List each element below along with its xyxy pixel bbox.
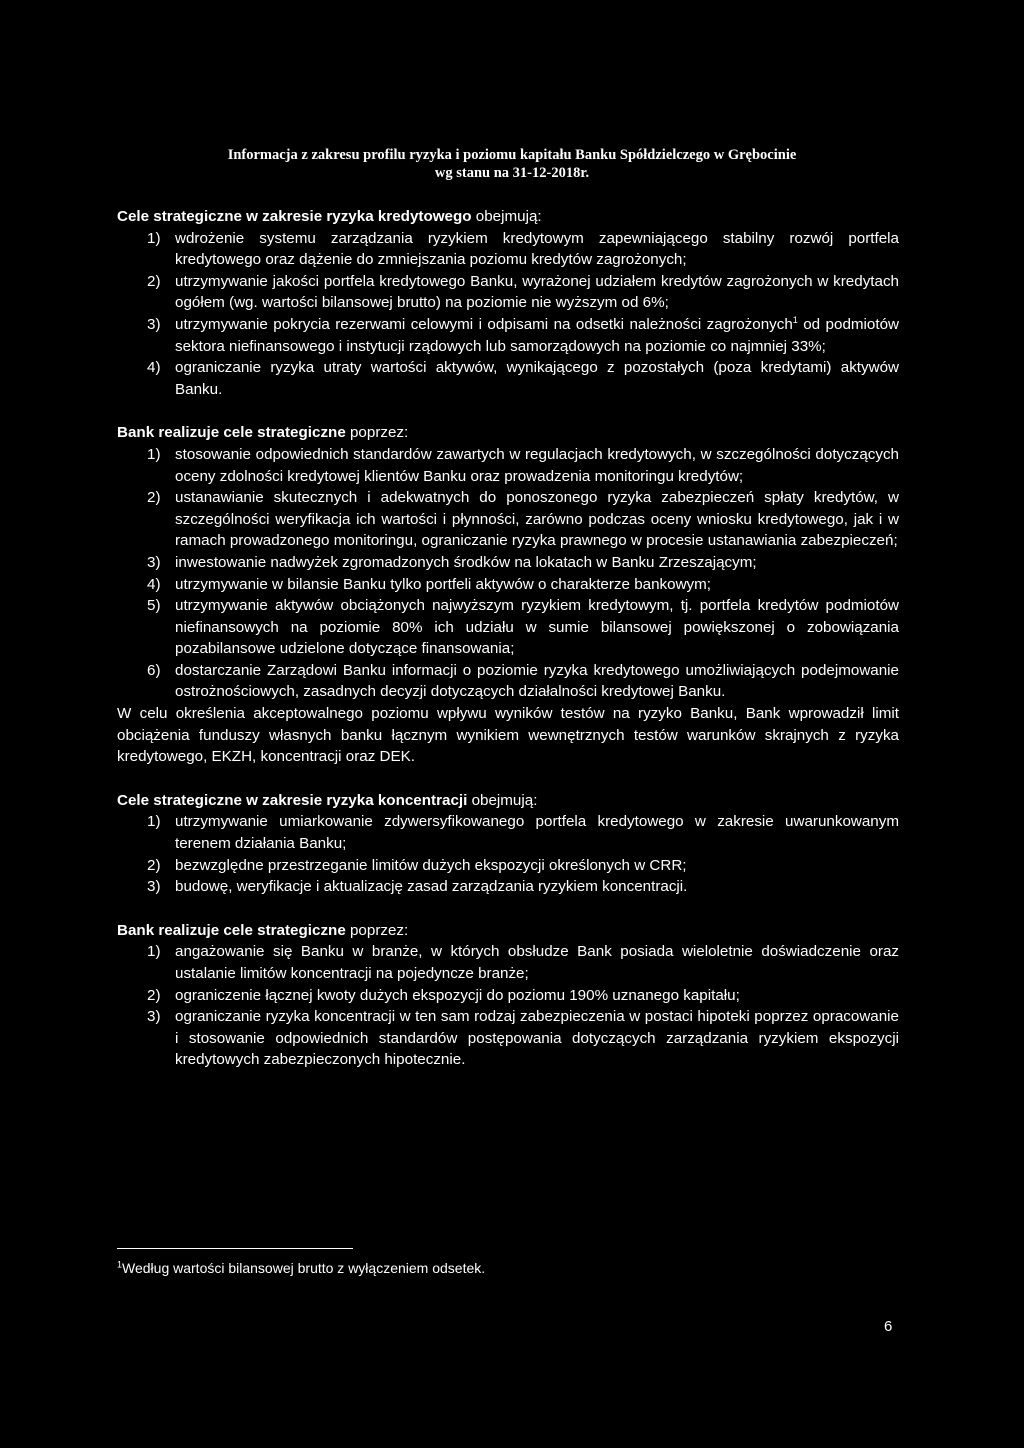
item-text: bezwzględne przestrzeganie limitów dużych ekspozycji określonych w CRR; xyxy=(175,856,687,874)
item-number: 3) xyxy=(147,553,161,571)
item-text: inwestowanie nadwyżek zgromadzonych środków na lokatach w Banku Zrzeszającym; xyxy=(175,553,757,571)
item-number: 1) xyxy=(147,229,161,247)
list-item xyxy=(117,811,899,854)
item-number: 1) xyxy=(147,813,161,831)
item-text: angażowanie się Banku w branże, w których obsłudze Bank posiada wieloletnie doświadczenie oraz ustalanie limitów koncentracji na pojedyncze branże; xyxy=(175,943,899,982)
item-number: 2) xyxy=(147,489,161,507)
list-item xyxy=(117,552,899,574)
goal-list xyxy=(117,811,899,897)
section-intro-bold: Cele strategiczne w zakresie ryzyka kredytowego xyxy=(117,208,472,225)
item-text: utrzymywanie umiarkowanie zdywersyfikowanego portfela kredytowego w zakresie uwarunkowanym terenem działania Banku; xyxy=(175,813,899,853)
section-intro-rest: poprzez: xyxy=(345,921,409,939)
means-list xyxy=(117,941,899,1071)
item-text: utrzymywanie w bilansie Banku tylko portfeli aktywów o charakterze bankowym; xyxy=(175,575,712,593)
item-text-continued: od podmiotów sektora niefinansowego i instytucji rządowych lub samorządowych na poziomie co najmniej 33%; xyxy=(175,315,899,355)
header-title: Informacja z zakresu profilu ryzyka i poziomu kapitału Banku Spółdzielczego w Grębocinie xyxy=(227,147,797,163)
section-intro xyxy=(117,422,899,444)
header-date: wg stanu na 31-12-2018r. xyxy=(434,165,590,181)
item-text: ograniczanie ryzyka koncentracji w ten sam rodzaj zabezpieczenia w postaci hipoteki poprzez opracowanie i stosowanie odpowiednich standardów postępowania dotyczących zarządzania ryzykiem ekspozycji kredytowych zabezpieczonych hipotecznie. xyxy=(175,1008,899,1069)
goal-list xyxy=(117,228,899,401)
section-intro xyxy=(117,206,899,228)
section-concentration-risk-means xyxy=(117,920,899,1071)
item-number: 4) xyxy=(147,359,161,377)
section-intro-rest: poprzez: xyxy=(345,424,409,442)
document-header xyxy=(0,146,1024,182)
list-item xyxy=(117,985,899,1007)
item-number: 3) xyxy=(147,1008,161,1026)
list-item xyxy=(117,444,899,487)
section-intro xyxy=(117,790,899,812)
item-number: 1) xyxy=(147,445,161,463)
list-item xyxy=(117,941,899,984)
document-body xyxy=(117,206,899,1093)
footnote-marker: 1 xyxy=(117,1259,123,1270)
item-text: utrzymywanie jakości portfela kredytowego Banku, wyrażonej udziałem kredytów zagrożonych w kredytach ogółem (wg. wartości bilansowej brutto) na poziomie nie wyższym od 6%; xyxy=(175,272,899,312)
section-concentration-risk-goals xyxy=(117,790,899,898)
list-item xyxy=(117,487,899,552)
stress-test-paragraph: W celu określenia akceptowalnego poziomu wpływu wyników testów na ryzyko Banku, Bank wprowadził limit obciążenia funduszy własnych banku łącznym wynikiem wewnętrznych testów warunków skrajnych z ryzyka kredytowego, EKZH, koncentracji oraz DEK. xyxy=(117,705,899,766)
item-number: 1) xyxy=(147,943,161,961)
footnote-reference: 1 xyxy=(792,314,798,325)
list-item xyxy=(117,660,899,703)
list-item xyxy=(117,595,899,660)
list-item xyxy=(117,855,899,877)
item-number: 5) xyxy=(147,597,161,615)
footnote xyxy=(117,1259,485,1277)
page-number: 6 xyxy=(884,1318,893,1335)
item-number: 6) xyxy=(147,661,161,679)
item-number: 4) xyxy=(147,575,161,593)
section-intro-bold: Bank realizuje cele strategiczne xyxy=(117,424,346,442)
list-item xyxy=(117,876,899,898)
footnote-divider xyxy=(117,1248,353,1249)
list-item xyxy=(117,574,899,596)
section-credit-risk-means xyxy=(117,422,899,768)
item-text: ograniczenie łącznej kwoty dużych ekspozycji do poziomu 190% uznanego kapitału; xyxy=(175,986,740,1004)
section-intro-rest: obejmują: xyxy=(467,791,538,809)
item-text: wdrożenie systemu zarządzania ryzykiem kredytowym zapewniającego stabilny rozwój portfela kredytowego oraz dążenie do zmniejszania poziomu kredytów zagrożonych; xyxy=(175,229,899,269)
item-text: ustanawianie skutecznych i adekwatnych do ponoszonego ryzyka zabezpieczeń spłaty kredytów, w szczególności weryfikacja ich wartości i płynności, zarówno podczas oceny wniosku kredytowego, jak i w ramach prowadzonego monitoringu, ograniczanie ryzyka prawnego w procesie ustanawiania zabezpieczeń; xyxy=(175,489,899,550)
item-text: dostarczanie Zarządowi Banku informacji o poziomie ryzyka kredytowego umożliwiających podejmowanie ostrożnościowych, zasadnych decyzji dotyczących działalności kredytowej Banku. xyxy=(175,661,899,701)
list-item xyxy=(117,314,899,357)
item-text: budowę, weryfikacje i aktualizację zasad zarządzania ryzykiem koncentracji. xyxy=(175,878,688,896)
item-number: 2) xyxy=(147,986,161,1004)
item-text: utrzymywanie pokrycia rezerwami celowymi i odpisami na odsetki należności zagrożonych xyxy=(175,315,793,333)
section-intro-bold: Cele strategiczne w zakresie ryzyka koncentracji xyxy=(117,791,468,809)
item-number: 3) xyxy=(147,878,161,896)
section-credit-risk-goals xyxy=(117,206,899,400)
item-number: 2) xyxy=(147,272,161,290)
footnote-text: Według wartości bilansowej brutto z wyłączeniem odsetek. xyxy=(122,1260,486,1276)
section-intro-rest: obejmują: xyxy=(471,208,542,225)
item-text: utrzymywanie aktywów obciążonych najwyższym ryzykiem kredytowym, tj. portfela kredytów podmiotów niefinansowych na poziomie 80% ich udziału w sumie bilansowej powiększonej o zobowiązania pozabilansowe udzielone dotyczące finansowania; xyxy=(175,597,899,658)
item-text: ograniczanie ryzyka utraty wartości aktywów, wynikającego z pozostałych (poza kredytami) aktywów Banku. xyxy=(175,359,899,398)
list-item xyxy=(117,1006,899,1071)
list-item xyxy=(117,271,899,314)
item-text: stosowanie odpowiednich standardów zawartych w regulacjach kredytowych, w szczególności dotyczących oceny zdolności kredytowej klientów Banku oraz prowadzenia monitoringu kredytów; xyxy=(175,445,899,485)
section-intro-bold: Bank realizuje cele strategiczne xyxy=(117,921,346,939)
item-number: 3) xyxy=(147,315,161,333)
item-number: 2) xyxy=(147,856,161,874)
section-intro xyxy=(117,920,899,942)
means-list xyxy=(117,444,899,703)
list-item xyxy=(117,357,899,400)
list-item xyxy=(117,228,899,271)
